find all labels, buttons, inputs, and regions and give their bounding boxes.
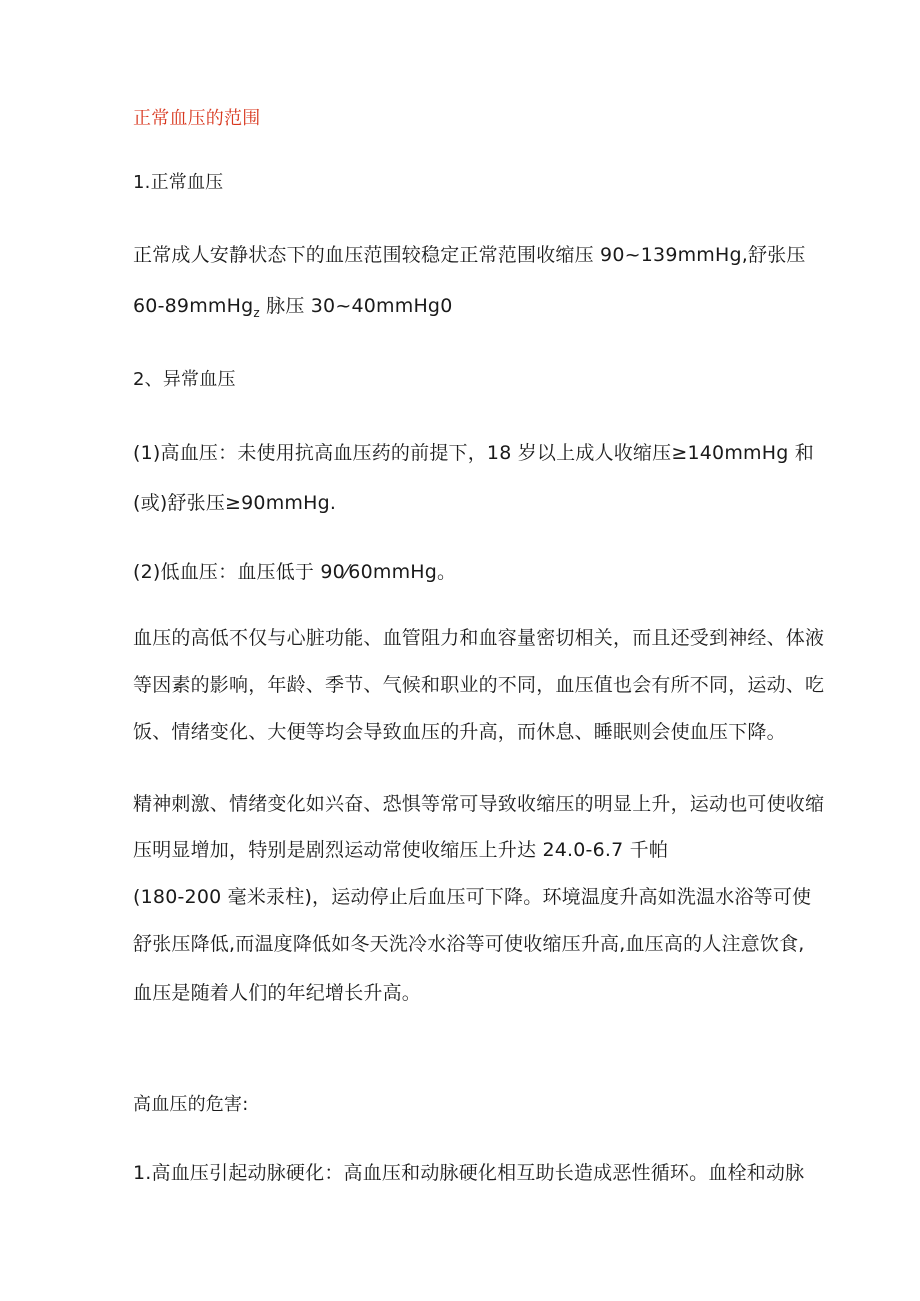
paragraph-line: (或)舒张压≥90mmHg. [133, 492, 337, 514]
paragraph-line: (2)低血压：血压低于 90⁄60mmHg。 [133, 561, 457, 583]
paragraph-line: 舒张压降低,而温度降低如冬天洗冷水浴等可使收缩压升高,血压高的人注意饮食, [133, 933, 805, 955]
paragraph-line: 血压是随着人们的年纪增长升高。 [133, 982, 422, 1004]
paragraph-line: 精神刺激、情绪变化如兴奋、恐惧等常可导致收缩压的明显上升，运动也可使收缩 [133, 793, 825, 815]
page-title: 正常血压的范围 [133, 108, 261, 129]
paragraph-line: 正常成人安静状态下的血压范围较稳定正常范围收缩压 90~139mmHg,舒张压 [133, 244, 806, 266]
paragraph-line: 1.高血压引起动脉硬化：高血压和动脉硬化相互助长造成恶性循环。血栓和动脉 [133, 1162, 805, 1184]
paragraph-line: 60-89mmHg$_z$ 脉压 30~40mmHg0 [133, 295, 453, 320]
paragraph-line: 血压的高低不仅与心脏功能、血管阻力和血容量密切相关，而且还受到神经、体液 [133, 627, 825, 649]
paragraph-line: 饭、情绪变化、大便等均会导致血压的升高，而休息、睡眠则会使血压下降。 [133, 721, 786, 743]
section-heading-hypertension-harm: 高血压的危害: [133, 1094, 249, 1115]
section-heading-abnormal-bp: 2、异常血压 [133, 369, 236, 390]
section-heading-normal-bp: 1.正常血压 [133, 172, 224, 193]
paragraph-line: (180-200 毫米汞柱)，运动停止后血压可下降。环境温度升高如洗温水浴等可使 [133, 886, 812, 908]
paragraph-line: (1)高血压：未使用抗高血压药的前提下，18 岁以上成人收缩压≥140mmHg 和 [133, 442, 814, 464]
paragraph-line: 压明显增加，特别是剧烈运动常使收缩压上升达 24.0-6.7 千帕 [133, 839, 669, 861]
paragraph-line: 等因素的影响，年龄、季节、气候和职业的不同，血压值也会有所不同，运动、吃 [133, 674, 825, 696]
